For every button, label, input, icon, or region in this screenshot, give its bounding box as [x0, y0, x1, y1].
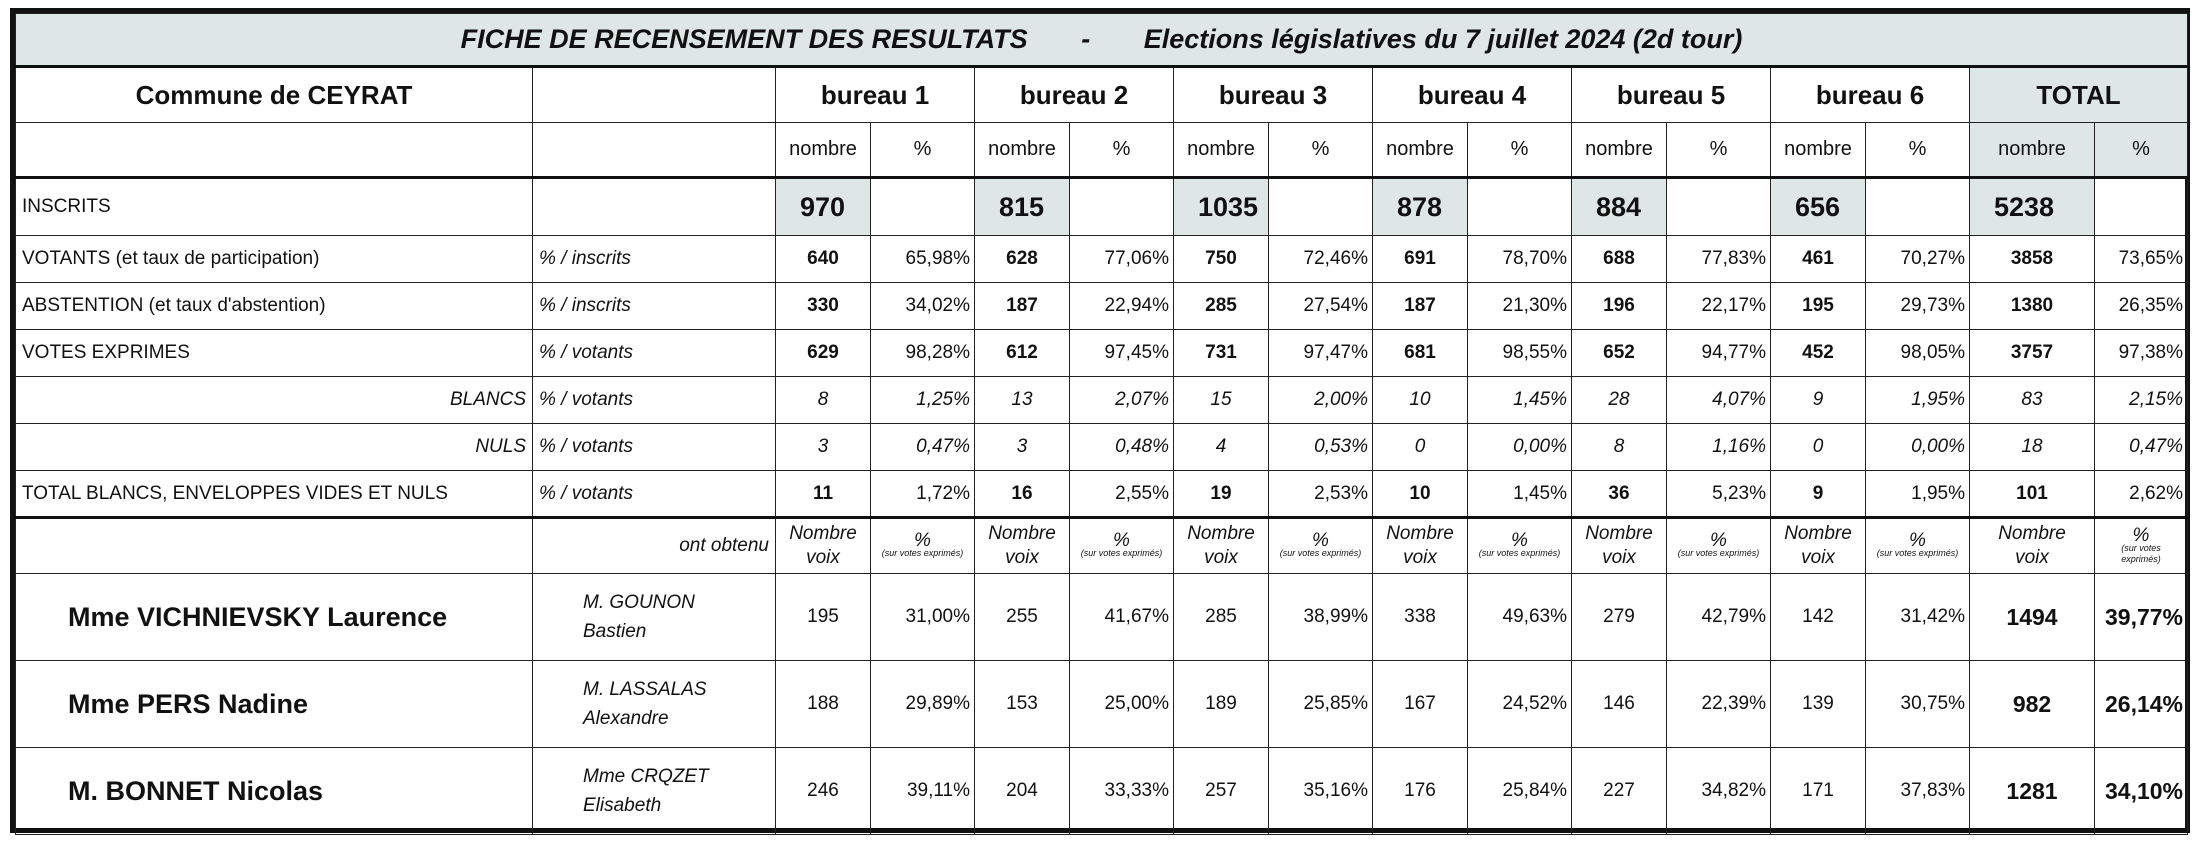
votes-cell: 257	[1174, 748, 1269, 835]
pct-cell: 5,23%	[1667, 471, 1771, 518]
bureau-header: bureau 2	[975, 67, 1174, 123]
pct-cell: 34,02%	[871, 283, 975, 330]
pct-cell: 1,95%	[1866, 377, 1970, 424]
substitute-line2: Alexandre	[583, 708, 669, 729]
pct-cell: 22,17%	[1667, 283, 1771, 330]
substitute-line2: Elisabeth	[583, 795, 662, 816]
pct-exprimes-header	[871, 518, 975, 574]
substitute-name	[533, 661, 776, 748]
count-cell: 187	[975, 283, 1070, 330]
row-label: TOTAL BLANCS, ENVELOPPES VIDES ET NULS	[16, 471, 533, 518]
col-nombre-header: nombre	[1771, 123, 1866, 178]
bureau-header: bureau 5	[1572, 67, 1771, 123]
pct-cell: 0,00%	[1866, 424, 1970, 471]
votes-pct-cell: 39,11%	[871, 748, 975, 835]
votes-cell: 189	[1174, 661, 1269, 748]
pct-cell: 2,53%	[1269, 471, 1373, 518]
nombre-voix-header	[1373, 518, 1468, 574]
pct-cell: 1,72%	[871, 471, 975, 518]
header-blank	[533, 67, 776, 123]
col-pct-header: %	[871, 123, 975, 178]
pct-cell: 0,53%	[1269, 424, 1373, 471]
pct-cell: 73,65%	[2095, 236, 2188, 283]
row-label: VOTANTS (et taux de participation)	[16, 236, 533, 283]
count-cell: 4	[1174, 424, 1269, 471]
pct-cell: 98,55%	[1468, 330, 1572, 377]
votes-cell: 139	[1771, 661, 1866, 748]
pct-cell: 26,35%	[2095, 283, 2188, 330]
pct-cell: 0,47%	[2095, 424, 2188, 471]
pct-cell: 27,54%	[1269, 283, 1373, 330]
header-blank	[533, 123, 776, 178]
votes-pct-cell: 25,00%	[1070, 661, 1174, 748]
count-cell: 628	[975, 236, 1070, 283]
votes-cell: 1281	[1970, 748, 2095, 835]
pct-cell: 97,45%	[1070, 330, 1174, 377]
pct-cell: 77,83%	[1667, 236, 1771, 283]
pct-cell: 2,07%	[1070, 377, 1174, 424]
pct-exprimes-header	[1667, 518, 1771, 574]
row-basis: % / votants	[533, 471, 776, 518]
stat-row	[16, 236, 2188, 283]
votes-pct-cell: 35,16%	[1269, 748, 1373, 835]
pct-cell: 97,38%	[2095, 330, 2188, 377]
row-basis: % / inscrits	[533, 236, 776, 283]
header-row-bureaux	[16, 67, 2188, 123]
count-cell: 452	[1771, 330, 1866, 377]
pct-cell: 21,30%	[1468, 283, 1572, 330]
pct-cell: 78,70%	[1468, 236, 1572, 283]
votes-cell: 982	[1970, 661, 2095, 748]
nombre-voix-header	[1572, 518, 1667, 574]
nombre-label: Nombre	[1998, 523, 2066, 544]
substitute-line1: M. LASSALAS	[583, 679, 707, 700]
col-nombre-header: nombre	[1572, 123, 1667, 178]
pct-cell: 2,00%	[1269, 377, 1373, 424]
votes-pct-cell: 39,77%	[2095, 574, 2188, 661]
pct-symbol: %	[914, 530, 931, 551]
pct-cell: 77,06%	[1070, 236, 1174, 283]
pct-note: (sur votes exprimés)	[2121, 542, 2161, 564]
votes-cell: 338	[1373, 574, 1468, 661]
votes-cell: 188	[776, 661, 871, 748]
pct-exprimes-header	[1866, 518, 1970, 574]
col-pct-header: %	[1269, 123, 1373, 178]
col-nombre-header: nombre	[975, 123, 1070, 178]
bureau-header: bureau 3	[1174, 67, 1373, 123]
substitute-name	[533, 574, 776, 661]
pct-cell: 1,95%	[1866, 471, 1970, 518]
stat-row	[16, 471, 2188, 518]
votes-pct-cell: 34,10%	[2095, 748, 2188, 835]
row-label: BLANCS	[16, 377, 533, 424]
nombre-label: Nombre	[1585, 523, 1653, 544]
inscrits-value: 5238	[1970, 178, 2095, 236]
votes-pct-cell: 34,82%	[1667, 748, 1771, 835]
votes-cell: 285	[1174, 574, 1269, 661]
inscrits-pct-blank	[1866, 178, 1970, 236]
count-cell: 3	[776, 424, 871, 471]
count-cell: 9	[1771, 377, 1866, 424]
voix-label: voix	[1204, 547, 1238, 568]
count-cell: 461	[1771, 236, 1866, 283]
votes-pct-cell: 38,99%	[1269, 574, 1373, 661]
stat-row	[16, 283, 2188, 330]
stat-row	[16, 330, 2188, 377]
count-cell: 629	[776, 330, 871, 377]
candidate-row	[16, 661, 2188, 748]
nombre-voix-header	[1174, 518, 1269, 574]
row-label: NULS	[16, 424, 533, 471]
nombre-label: Nombre	[789, 523, 857, 544]
inscrits-value: 1035	[1174, 178, 1269, 236]
substitute-line2: Bastien	[583, 621, 647, 642]
count-cell: 101	[1970, 471, 2095, 518]
votes-pct-cell: 22,39%	[1667, 661, 1771, 748]
row-label: ABSTENTION (et taux d'abstention)	[16, 283, 533, 330]
inscrits-pct-blank	[1070, 178, 1174, 236]
pct-cell: 2,62%	[2095, 471, 2188, 518]
pct-symbol: %	[1710, 530, 1727, 551]
candidate-name: M. BONNET Nicolas	[16, 748, 533, 835]
inscrits-value: 884	[1572, 178, 1667, 236]
nombre-label: Nombre	[1187, 523, 1255, 544]
count-cell: 13	[975, 377, 1070, 424]
count-cell: 19	[1174, 471, 1269, 518]
pct-cell: 2,15%	[2095, 377, 2188, 424]
count-cell: 28	[1572, 377, 1667, 424]
count-cell: 36	[1572, 471, 1667, 518]
votes-pct-cell: 33,33%	[1070, 748, 1174, 835]
pct-cell: 98,28%	[871, 330, 975, 377]
pct-cell: 1,16%	[1667, 424, 1771, 471]
total-header: TOTAL	[1970, 67, 2188, 123]
inscrits-pct-blank	[1269, 178, 1373, 236]
votes-cell: 255	[975, 574, 1070, 661]
votes-pct-cell: 42,79%	[1667, 574, 1771, 661]
count-cell: 8	[776, 377, 871, 424]
commune-name: Commune de CEYRAT	[16, 67, 533, 123]
pct-symbol: %	[2132, 524, 2150, 546]
inscrits-value: 970	[776, 178, 871, 236]
count-cell: 9	[1771, 471, 1866, 518]
count-cell: 8	[1572, 424, 1667, 471]
candidate-row	[16, 748, 2188, 835]
pct-exprimes-header	[2095, 518, 2188, 574]
votes-cell: 171	[1771, 748, 1866, 835]
votes-cell: 142	[1771, 574, 1866, 661]
pct-note: (sur votes exprimés)	[1677, 548, 1760, 558]
votes-cell: 195	[776, 574, 871, 661]
row-inscrits	[16, 178, 2188, 236]
inscrits-pct-blank	[2095, 178, 2188, 236]
pct-note: (sur votes exprimés)	[1279, 548, 1362, 558]
pct-cell: 0,48%	[1070, 424, 1174, 471]
col-pct-header: %	[2095, 123, 2188, 178]
count-cell: 750	[1174, 236, 1269, 283]
stat-row	[16, 424, 2188, 471]
count-cell: 11	[776, 471, 871, 518]
count-cell: 196	[1572, 283, 1667, 330]
votes-pct-cell: 25,84%	[1468, 748, 1572, 835]
count-cell: 0	[1373, 424, 1468, 471]
header-row-columns	[16, 123, 2188, 178]
count-cell: 10	[1373, 377, 1468, 424]
pct-cell: 65,98%	[871, 236, 975, 283]
votes-cell: 167	[1373, 661, 1468, 748]
row-sub-blank	[533, 178, 776, 236]
row-basis: % / inscrits	[533, 283, 776, 330]
count-cell: 187	[1373, 283, 1468, 330]
title-separator: -	[1081, 24, 1091, 54]
pct-note: (sur votes exprimés)	[881, 548, 964, 558]
votes-pct-cell: 24,52%	[1468, 661, 1572, 748]
substitute-line1: Mme CRQZET	[583, 766, 709, 787]
bureau-header: bureau 1	[776, 67, 975, 123]
inscrits-value: 878	[1373, 178, 1468, 236]
count-cell: 15	[1174, 377, 1269, 424]
col-pct-header: %	[1070, 123, 1174, 178]
count-cell: 330	[776, 283, 871, 330]
count-cell: 18	[1970, 424, 2095, 471]
inscrits-pct-blank	[1667, 178, 1771, 236]
votes-cell: 227	[1572, 748, 1667, 835]
nombre-label: Nombre	[988, 523, 1056, 544]
votes-pct-cell: 49,63%	[1468, 574, 1572, 661]
nombre-voix-header	[975, 518, 1070, 574]
col-nombre-header: nombre	[1373, 123, 1468, 178]
nombre-voix-header	[1771, 518, 1866, 574]
votes-pct-cell: 41,67%	[1070, 574, 1174, 661]
col-nombre-header: nombre	[1970, 123, 2095, 178]
count-cell: 1380	[1970, 283, 2095, 330]
count-cell: 3858	[1970, 236, 2095, 283]
row-basis: % / votants	[533, 330, 776, 377]
votes-cell: 146	[1572, 661, 1667, 748]
row-label: VOTES EXPRIMES	[16, 330, 533, 377]
col-nombre-header: nombre	[776, 123, 871, 178]
inscrits-value: 656	[1771, 178, 1866, 236]
col-nombre-header: nombre	[1174, 123, 1269, 178]
row-basis: % / votants	[533, 424, 776, 471]
count-cell: 83	[1970, 377, 2095, 424]
title-row	[16, 14, 2188, 67]
pct-note: (sur votes exprimés)	[1478, 548, 1561, 558]
count-cell: 731	[1174, 330, 1269, 377]
bureau-header: bureau 4	[1373, 67, 1572, 123]
pct-cell: 22,94%	[1070, 283, 1174, 330]
pct-cell: 1,45%	[1468, 471, 1572, 518]
pct-cell: 70,27%	[1866, 236, 1970, 283]
substitute-line1: M. GOUNON	[583, 592, 695, 613]
row-basis: % / votants	[533, 377, 776, 424]
votes-pct-cell: 31,42%	[1866, 574, 1970, 661]
voix-label: voix	[2015, 547, 2049, 568]
bureau-header: bureau 6	[1771, 67, 1970, 123]
voix-label: voix	[1801, 547, 1835, 568]
pct-cell: 29,73%	[1866, 283, 1970, 330]
candidate-header-row	[16, 518, 2188, 574]
votes-pct-cell: 37,83%	[1866, 748, 1970, 835]
count-cell: 688	[1572, 236, 1667, 283]
nombre-label: Nombre	[1784, 523, 1852, 544]
results-sheet	[10, 8, 2190, 833]
sheet-title	[16, 14, 2188, 67]
votes-cell: 246	[776, 748, 871, 835]
pct-cell: 2,55%	[1070, 471, 1174, 518]
count-cell: 285	[1174, 283, 1269, 330]
votes-cell: 1494	[1970, 574, 2095, 661]
pct-exprimes-header	[1468, 518, 1572, 574]
pct-note: (sur votes exprimés)	[1080, 548, 1163, 558]
count-cell: 16	[975, 471, 1070, 518]
pct-cell: 97,47%	[1269, 330, 1373, 377]
results-table	[15, 13, 2188, 835]
row-label: INSCRITS	[16, 178, 533, 236]
voix-label: voix	[1403, 547, 1437, 568]
pct-cell: 0,47%	[871, 424, 975, 471]
count-cell: 691	[1373, 236, 1468, 283]
pct-cell: 1,25%	[871, 377, 975, 424]
pct-cell: 72,46%	[1269, 236, 1373, 283]
count-cell: 195	[1771, 283, 1866, 330]
pct-symbol: %	[1312, 530, 1329, 551]
nombre-voix-header	[1970, 518, 2095, 574]
header-blank	[16, 518, 533, 574]
count-cell: 612	[975, 330, 1070, 377]
votes-pct-cell: 26,14%	[2095, 661, 2188, 748]
ont-obtenu-label: ont obtenu	[533, 518, 776, 574]
stat-row	[16, 377, 2188, 424]
inscrits-pct-blank	[1468, 178, 1572, 236]
votes-pct-cell: 31,00%	[871, 574, 975, 661]
pct-cell: 4,07%	[1667, 377, 1771, 424]
voix-label: voix	[1602, 547, 1636, 568]
col-pct-header: %	[1866, 123, 1970, 178]
count-cell: 3757	[1970, 330, 2095, 377]
votes-cell: 176	[1373, 748, 1468, 835]
count-cell: 681	[1373, 330, 1468, 377]
count-cell: 3	[975, 424, 1070, 471]
nombre-label: Nombre	[1386, 523, 1454, 544]
pct-symbol: %	[1511, 530, 1528, 551]
voix-label: voix	[1005, 547, 1039, 568]
count-cell: 640	[776, 236, 871, 283]
title-right: Elections législatives du 7 juillet 2024 (2d tour)	[1143, 24, 1743, 54]
pct-cell: 1,45%	[1468, 377, 1572, 424]
count-cell: 10	[1373, 471, 1468, 518]
inscrits-pct-blank	[871, 178, 975, 236]
pct-exprimes-header	[1269, 518, 1373, 574]
pct-cell: 0,00%	[1468, 424, 1572, 471]
pct-cell: 94,77%	[1667, 330, 1771, 377]
inscrits-value: 815	[975, 178, 1070, 236]
title-left: FICHE DE RECENSEMENT DES RESULTATS	[460, 24, 1028, 54]
substitute-name	[533, 748, 776, 835]
votes-pct-cell: 25,85%	[1269, 661, 1373, 748]
candidate-name: Mme VICHNIEVSKY Laurence	[16, 574, 533, 661]
nombre-voix-header	[776, 518, 871, 574]
pct-cell: 98,05%	[1866, 330, 1970, 377]
candidate-row	[16, 574, 2188, 661]
col-pct-header: %	[1468, 123, 1572, 178]
pct-symbol: %	[1113, 530, 1130, 551]
votes-pct-cell: 29,89%	[871, 661, 975, 748]
votes-cell: 153	[975, 661, 1070, 748]
votes-pct-cell: 30,75%	[1866, 661, 1970, 748]
pct-symbol: %	[1909, 530, 1926, 551]
count-cell: 652	[1572, 330, 1667, 377]
votes-cell: 279	[1572, 574, 1667, 661]
candidate-name: Mme PERS Nadine	[16, 661, 533, 748]
pct-exprimes-header	[1070, 518, 1174, 574]
pct-note: (sur votes exprimés)	[1876, 548, 1959, 558]
voix-label: voix	[806, 547, 840, 568]
header-blank	[16, 123, 533, 178]
votes-cell: 204	[975, 748, 1070, 835]
count-cell: 0	[1771, 424, 1866, 471]
col-pct-header: %	[1667, 123, 1771, 178]
